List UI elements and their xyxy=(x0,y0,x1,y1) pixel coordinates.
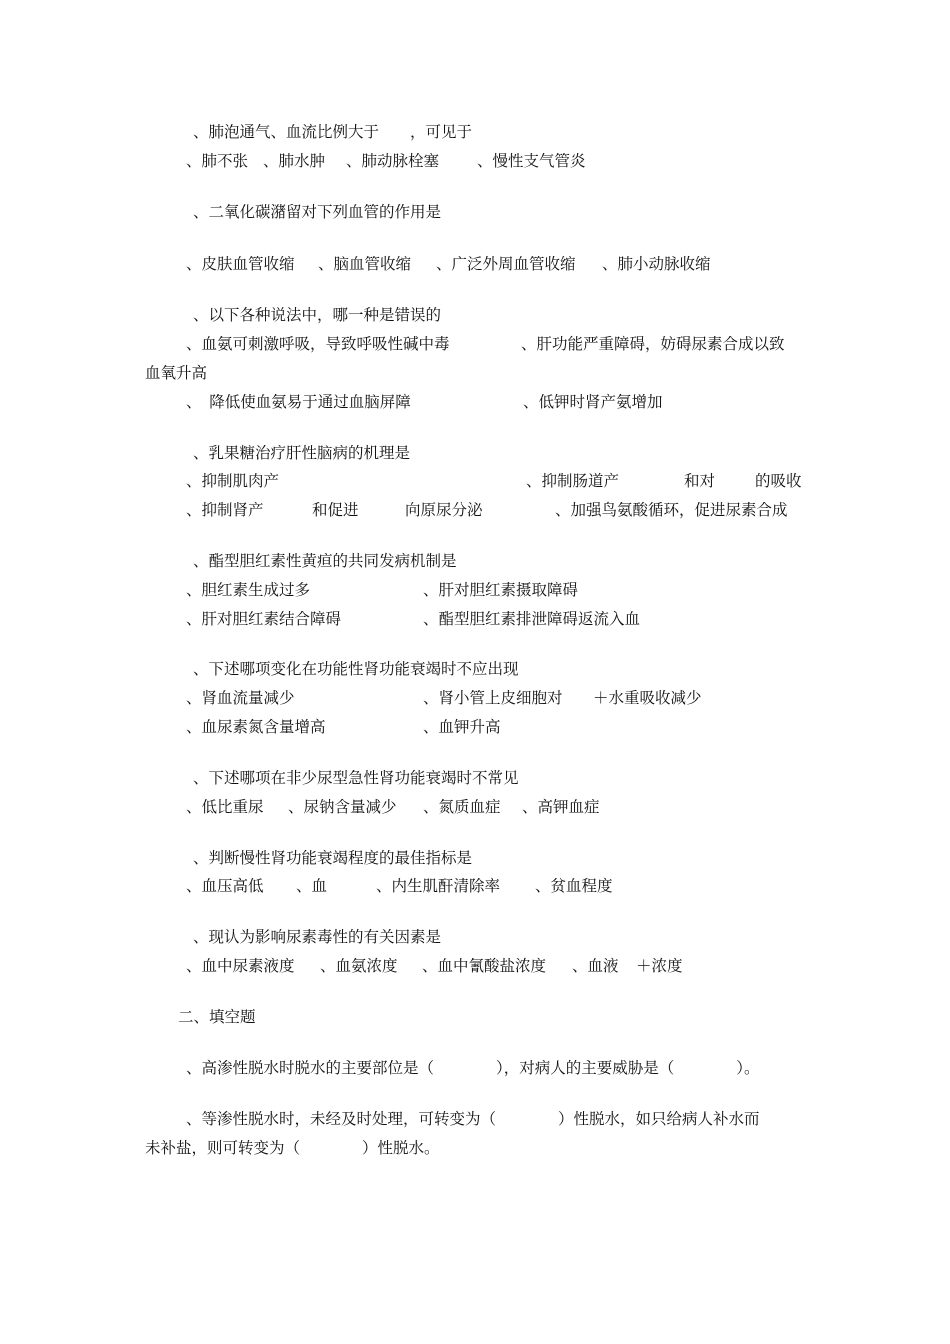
option: 、血 xyxy=(296,877,328,895)
option: 、抑制肠道产 xyxy=(526,472,620,490)
option: 、慢性支气管炎 xyxy=(477,152,586,170)
option: 、肺小动脉收缩 xyxy=(602,255,711,273)
option: 、血中氰酸盐浓度 xyxy=(422,957,547,975)
option: 、血压高低 xyxy=(186,877,264,895)
fill-blank-item: 、等渗性脱水时，未经及时处理，可转变为（ ）性脱水，如只给病人补水而 xyxy=(186,1110,760,1128)
option: 、肺水肿 xyxy=(263,152,326,170)
option: 、低钾时肾产氨增加 xyxy=(523,393,663,411)
option: 、胆红素生成过多 xyxy=(186,581,311,599)
option: 、脑血管收缩 xyxy=(318,255,412,273)
fill-blank-item: 、高渗性脱水时脱水的主要部位是（ ），对病人的主要威胁是（ ）。 xyxy=(186,1059,760,1077)
option: 、高钾血症 xyxy=(522,798,600,816)
option: 、内生肌酐清除率 xyxy=(376,877,501,895)
option: 、血氨浓度 xyxy=(320,957,398,975)
question-stem: 、现认为影响尿素毒性的有关因素是 xyxy=(193,928,442,946)
option: 、肝功能严重障碍，妨碍尿素合成以致 xyxy=(521,335,785,353)
option: 和促进 xyxy=(312,501,359,519)
question-stem: 、酯型胆红素性黄疸的共同发病机制是 xyxy=(193,552,457,570)
fill-blank-item-cont: 未补盐，则可转变为（ ）性脱水。 xyxy=(145,1139,440,1157)
option: 、氮质血症 xyxy=(423,798,501,816)
option: 、血尿素氮含量增高 xyxy=(186,718,326,736)
option: 、皮肤血管收缩 xyxy=(186,255,295,273)
option: 、血中尿素液度 xyxy=(186,957,295,975)
option: 血氧升高 xyxy=(145,364,208,382)
option: 、肺不张 xyxy=(186,152,249,170)
option: 、肝对胆红素结合障碍 xyxy=(186,610,342,628)
option: 、血钾升高 xyxy=(423,718,501,736)
option: 、低比重尿 xyxy=(186,798,264,816)
option: 和对 xyxy=(684,472,716,490)
option: 向原尿分泌 xyxy=(405,501,483,519)
question-stem: 、以下各种说法中，哪一种是错误的 xyxy=(193,306,442,324)
question-stem: 、肺泡通气、血流比例大于 ，可见于 xyxy=(193,123,473,141)
option: 、血液 xyxy=(572,957,619,975)
option: 的吸收 xyxy=(755,472,802,490)
question-stem: 、下述哪项变化在功能性肾功能衰竭时不应出现 xyxy=(193,660,519,678)
question-stem: 、下述哪项在非少尿型急性肾功能衰竭时不常见 xyxy=(193,769,519,787)
section-title: 二、填空题 xyxy=(178,1008,256,1026)
option: 、肝对胆红素摄取障碍 xyxy=(423,581,579,599)
question-stem: 、判断慢性肾功能衰竭程度的最佳指标是 xyxy=(193,849,473,867)
option: 、肾小管上皮细胞对 xyxy=(423,689,563,707)
option: ＋浓度 xyxy=(636,957,683,975)
question-stem: 、乳果糖治疗肝性脑病的机理是 xyxy=(193,444,411,462)
option: 、广泛外周血管收缩 xyxy=(436,255,576,273)
option: 、肾血流量减少 xyxy=(186,689,295,707)
option: 、血氨可刺激呼吸，导致呼吸性碱中毒 xyxy=(186,335,450,353)
option: 、尿钠含量减少 xyxy=(288,798,397,816)
option: 、贫血程度 xyxy=(535,877,613,895)
option: 、 降低使血氨易于通过血脑屏障 xyxy=(186,393,411,411)
option: 、抑制肾产 xyxy=(186,501,264,519)
option: ＋水重吸收减少 xyxy=(593,689,702,707)
option: 、肺动脉栓塞 xyxy=(346,152,440,170)
option: 、抑制肌肉产 xyxy=(186,472,280,490)
question-stem: 、二氧化碳潴留对下列血管的作用是 xyxy=(193,203,442,221)
option: 、加强鸟氨酸循环，促进尿素合成 xyxy=(555,501,788,519)
option: 、酯型胆红素排泄障碍返流入血 xyxy=(423,610,641,628)
